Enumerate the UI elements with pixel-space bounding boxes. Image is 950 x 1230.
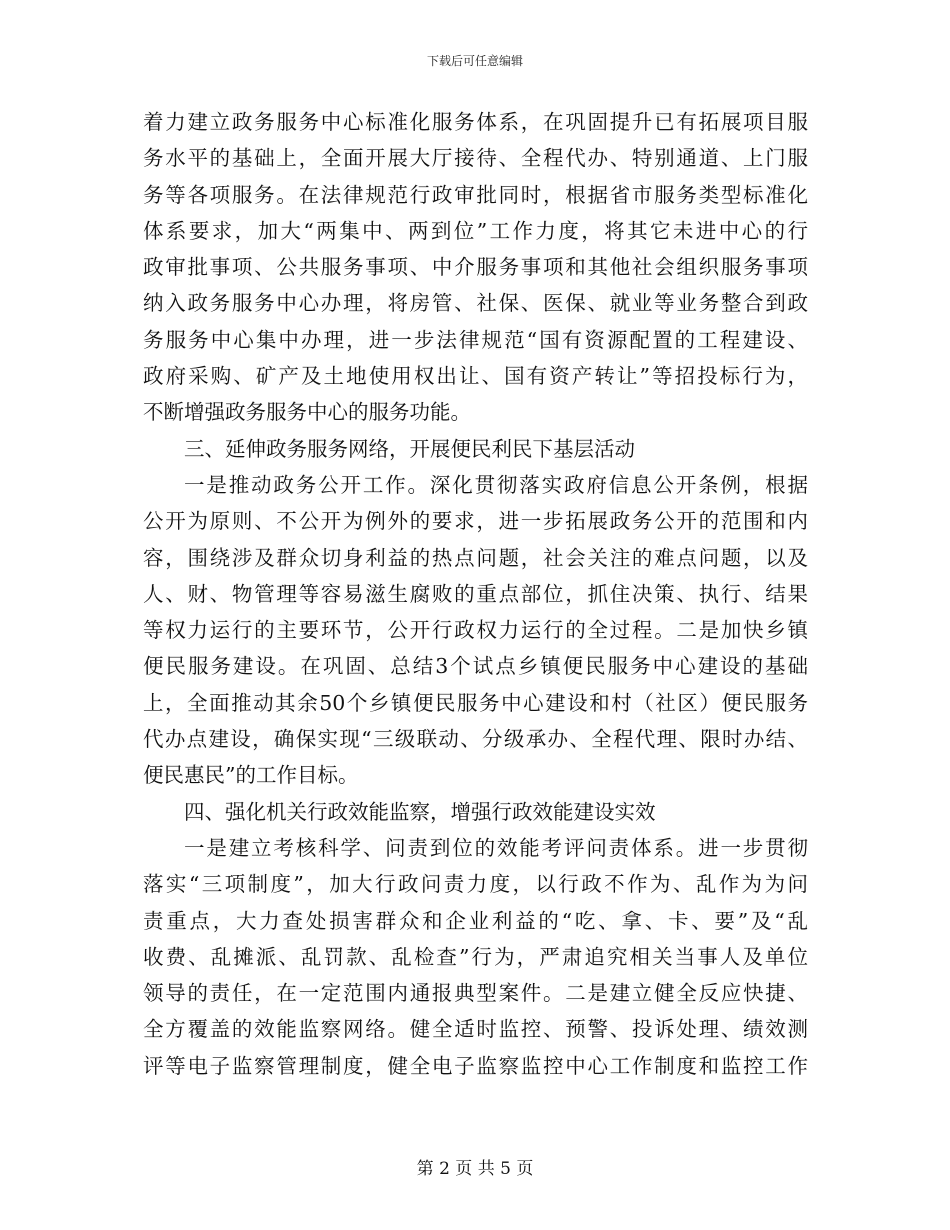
page-number: 第 2 页 共 5 页 [416, 1159, 534, 1179]
text-line: 政府采购、矿产及土地使用权出让、国有资产转让”等招投标行为， [143, 364, 808, 389]
text-line: 务服务中心集中办理，进一步法律规范“国有资源配置的工程建设、 [143, 327, 808, 352]
text-line: 收费、乱摊派、乱罚款、乱检查”行为，严肃追究相关当事人及单位 [143, 944, 808, 969]
text-line: 落实“三项制度”，加大行政问责力度，以行政不作为、乱作为为问 [143, 872, 808, 897]
text-line: 务等各项服务。在法律规范行政审批同时，根据省市服务类型标准化 [143, 182, 808, 207]
header-note: 下载后可任意编辑 [426, 54, 523, 68]
text-line: 公开为原则、不公开为例外的要求，进一步拓展政务公开的范围和内 [143, 509, 808, 534]
document-body [143, 104, 808, 1084]
text-line: 一是推动政务公开工作。深化贯彻落实政府信息公开条例，根据 [184, 472, 808, 497]
text-line: 全方覆盖的效能监察网络。健全适时监控、预警、投诉处理、绩效测 [143, 1017, 808, 1042]
text-line: 纳入政务服务中心办理，将房管、社保、医保、就业等业务整合到政 [143, 291, 808, 316]
text-line: 人、财、物管理等容易滋生腐败的重点部位，抓住决策、执行、结果 [143, 581, 808, 606]
text-line: 评等电子监察管理制度，健全电子监察监控中心工作制度和监控工作 [143, 1053, 808, 1078]
text-line: 代办点建设，确保实现“三级联动、分级承办、全程代理、限时办结、 [143, 727, 808, 752]
text-line: 着力建立政务服务中心标准化服务体系，在巩固提升已有拓展项目服 [143, 110, 808, 134]
text-line: 便民服务建设。在巩固、总结3个试点乡镇便民服务中心建设的基础 [143, 654, 808, 679]
text-line: 政审批事项、公共服务事项、中介服务事项和其他社会组织服务事项 [143, 255, 808, 280]
section-heading: 三、延伸政务服务网络，开展便民利民下基层活动 [184, 436, 635, 461]
text-line: 上，全面推动其余50个乡镇便民服务中心建设和村（社区）便民服务 [143, 690, 808, 715]
section-heading: 四、强化机关行政效能监察，增强行政效能建设实效 [184, 799, 656, 824]
text-line: 等权力运行的主要环节，公开行政权力运行的全过程。二是加快乡镇 [143, 618, 808, 643]
text-line: 便民惠民”的工作目标。 [143, 763, 359, 788]
text-line: 不断增强政务服务中心的服务功能。 [143, 400, 471, 425]
text-line: 容，围绕涉及群众切身利益的热点问题，社会关注的难点问题，以及 [143, 545, 808, 570]
text-line: 一是建立考核科学、问责到位的效能考评问责体系。进一步贯彻 [184, 835, 808, 860]
text-line: 领导的责任，在一定范围内通报典型案件。二是建立健全反应快捷、 [143, 981, 808, 1006]
text-line: 体系要求，加大“两集中、两到位”工作力度，将其它未进中心的行 [143, 218, 808, 243]
text-line: 务水平的基础上，全面开展大厅接待、全程代办、特别通道、上门服 [143, 146, 808, 171]
text-line: 责重点，大力查处损害群众和企业利益的“吃、拿、卡、要”及“乱 [143, 908, 808, 933]
